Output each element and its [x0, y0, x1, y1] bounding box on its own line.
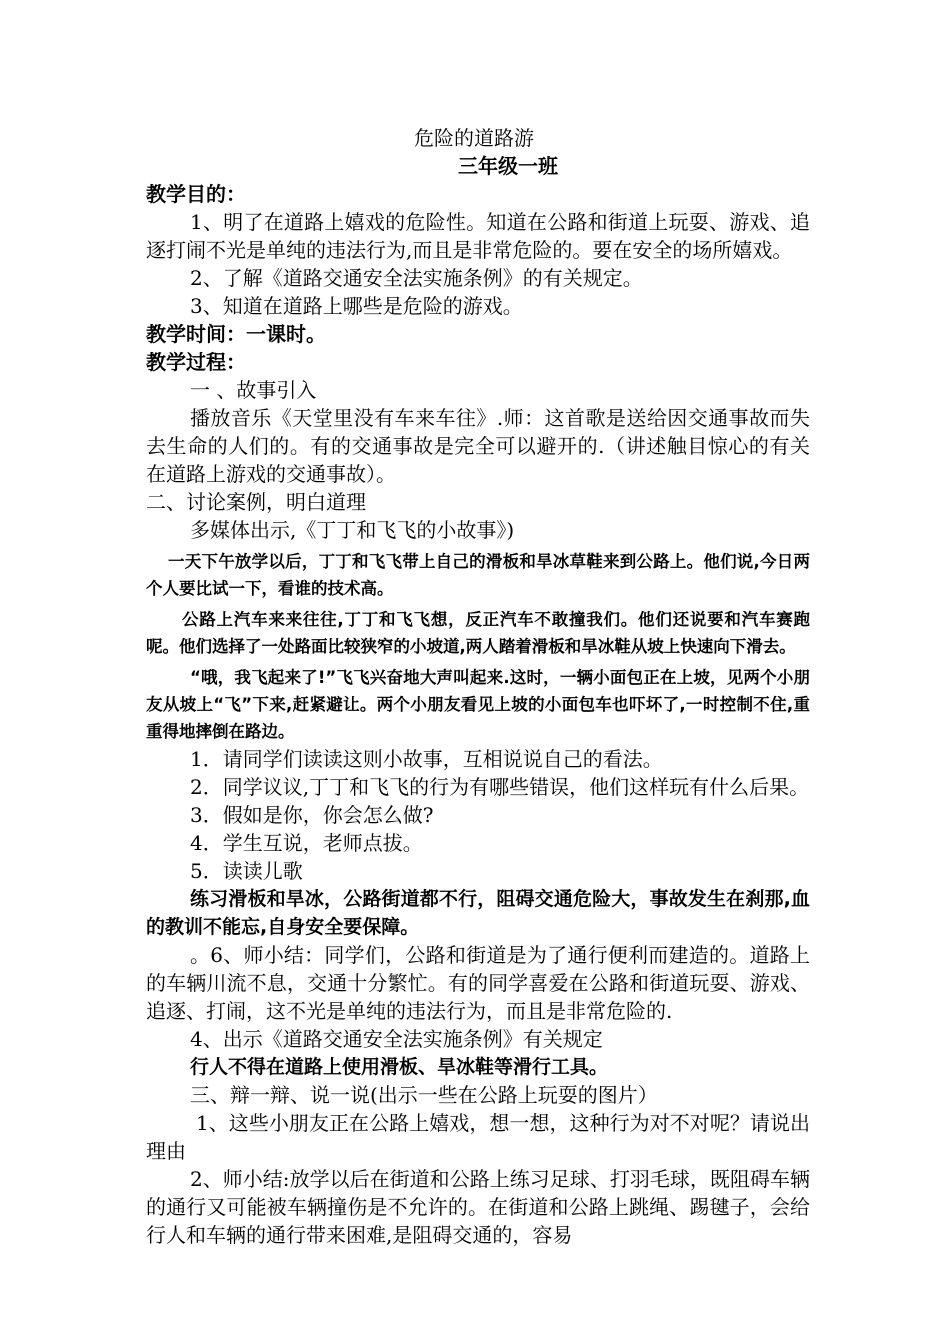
part3-title: 三、辩一辩、说一说(出示一些在公路上玩耍的图片）	[190, 1083, 658, 1107]
document-title: 危险的道路游	[414, 126, 534, 150]
story-paragraph: 公路上汽车来来往往,丁丁和飞飞想，反正汽车不敢撞我们。他们还说要和汽车赛跑呢。他们选择了一处路面比较狭窄的小坡道,两人踏着滑板和旱冰鞋从坡上快速向下滑去。	[146, 610, 810, 656]
time-heading: 教学时间：一课时。	[146, 322, 326, 346]
regulation-rule: 行人不得在道路上使用滑板、旱冰鞋等滑行工具。	[190, 1056, 609, 1078]
class-name: 三年级一班	[458, 154, 558, 178]
question-item: 4．学生互说，老师点拔。	[190, 831, 423, 855]
rhyme-text: 练习滑板和旱冰，公路街道都不行，阻碍交通危险大，事故发生在刹那,血的教训不能忘,自身安全要保障。	[146, 888, 810, 938]
question-item: 2．同学议议,丁丁和飞飞的行为有哪些错误，他们这样玩有什么后果。	[190, 775, 810, 799]
question-item: 5．读读儿歌	[190, 859, 303, 883]
part3-question: 1、这些小朋友正在公路上嬉戏，想一想，这种行为对不对呢？请说出理由	[146, 1111, 810, 1163]
part3-summary: 2、师小结:放学以后在街道和公路上练习足球、打羽毛球，既阻碍车辆的通行又可能被车辆撞伤是不允许的。在街道和公路上跳绳、踢毽子，会给行人和车辆的通行带来困难,是阻碍交通的，容易	[146, 1167, 810, 1247]
objectives-heading: 教学目的：	[146, 182, 246, 206]
process-heading: 教学过程：	[146, 350, 246, 374]
objective-item: 1、明了在道路上嬉戏的危险性。知道在公路和街道上玩耍、游戏、追逐打闹不光是单纯的违法行为,而且是非常危险的。要在安全的场所嬉戏。	[146, 210, 810, 262]
document-page	[146, 124, 810, 1249]
part1-text: 播放音乐《天堂里没有车来车往》.师：这首歌是送给因交通事故而失去生命的人们的。有的交通事故是完全可以避开的.（讲述触目惊心的有关在道路上游戏的交通事故）。	[146, 406, 810, 486]
objective-item: 2、了解《道路交通安全法实施条例》的有关规定。	[190, 266, 643, 290]
question-item: 1．请同学们读读这则小故事，互相说说自己的看法。	[190, 747, 663, 771]
regulation-point: 4、出示《道路交通安全法实施条例》有关规定	[190, 1027, 603, 1051]
part1-title: 一 、故事引入	[190, 378, 317, 402]
teacher-summary: 。6、师小结：同学们，公路和街道是为了通行便利而建造的。道路上的车辆川流不息，交通十分繁忙。有的同学喜爱在公路和街道玩耍、游戏、追逐、打闹，这不光是单纯的违法行为，而且是非常危险的.	[146, 943, 810, 1023]
story-paragraph: “哦，我飞起来了!”飞飞兴奋地大声叫起来.这时，一辆小面包正在上坡，见两个小朋友从坡上“飞”下来,赶紧避让。两个小朋友看见上坡的小面包车也吓坏了,一时控制不住,重重得地摔倒在路边。	[146, 668, 810, 741]
part2-media: 多媒体出示,《丁丁和飞飞的小故事》)	[190, 518, 515, 542]
part2-title: 二、讨论案例，明白道理	[146, 490, 366, 514]
question-item: 3．假如是你，你会怎么做?	[190, 803, 434, 827]
objective-item: 3、知道在道路上哪些是危险的游戏。	[190, 294, 523, 318]
story-paragraph: 一天下午放学以后，丁丁和飞飞带上自己的滑板和旱冰草鞋来到公路上。他们说,今日两个人要比试一下，看谁的技术高。	[146, 552, 810, 598]
